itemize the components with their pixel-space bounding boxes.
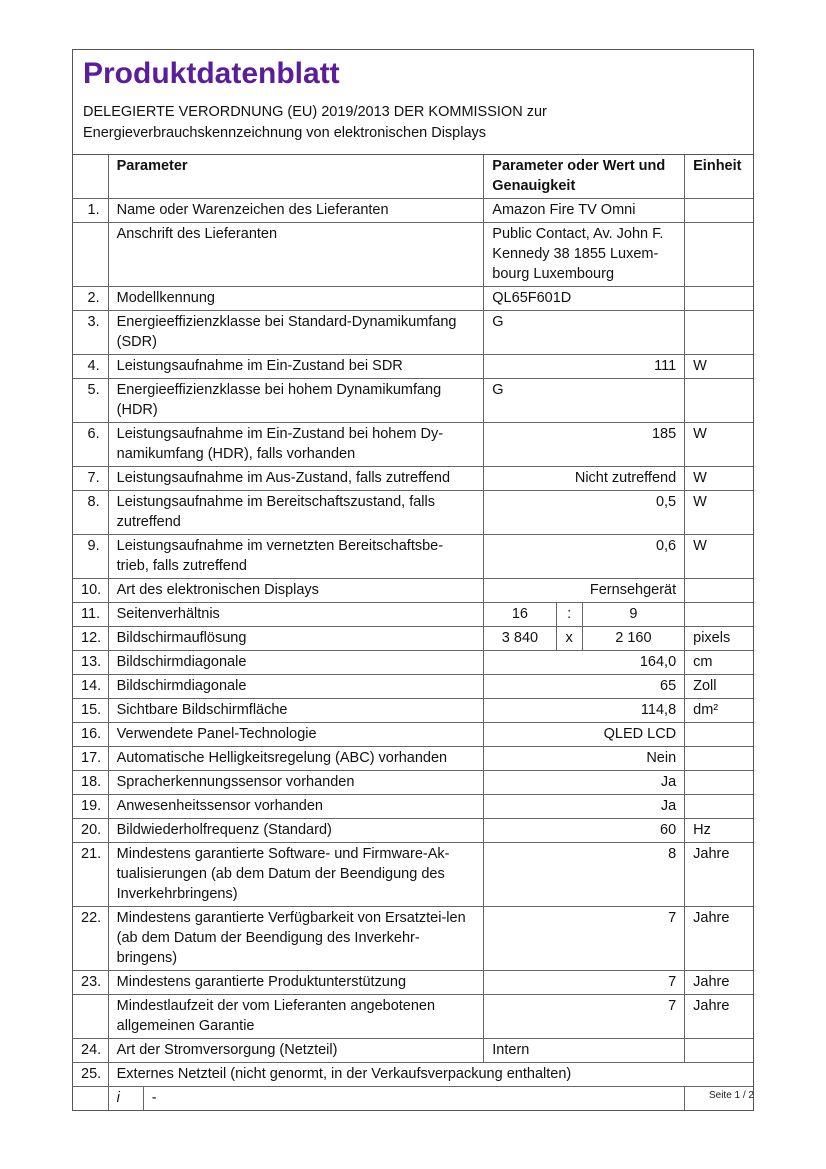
row-number: 11. (73, 603, 108, 627)
row-parameter: Leistungsaufnahme im Ein-Zustand bei hohem Dy-namikumfang (HDR), falls vorhanden (108, 423, 484, 467)
table-row (73, 467, 753, 491)
row-number: 9. (73, 535, 108, 579)
row-parameter: Leistungsaufnahme im vernetzten Bereitschaftsbe-trieb, falls zutreffend (108, 535, 484, 579)
row-parameter: Modellkennung (108, 287, 484, 311)
row-unit (685, 311, 753, 355)
row-parameter: Mindestlaufzeit der vom Lieferanten angebotenen allgemeinen Garantie (108, 995, 484, 1039)
table-row (73, 843, 753, 907)
row-unit: Jahre (685, 907, 753, 971)
row-number: 2. (73, 287, 108, 311)
row-number: 13. (73, 651, 108, 675)
table-row (73, 199, 753, 223)
table-row (73, 699, 753, 723)
row-number: 18. (73, 771, 108, 795)
product-data-sheet (72, 49, 754, 1111)
row-value: 164,0 (484, 651, 685, 675)
row-unit: pixels (685, 627, 753, 651)
header-value-line-1: Parameter oder Wert und (492, 158, 666, 174)
row-unit (685, 771, 753, 795)
table-row (73, 579, 753, 603)
row-value-left: 3 840 (484, 627, 556, 651)
table-row (73, 423, 753, 467)
row-unit (685, 223, 753, 287)
row-parameter: Leistungsaufnahme im Bereitschaftszustand, falls zutreffend (108, 491, 484, 535)
row-parameter: Spracherkennungssensor vorhanden (108, 771, 484, 795)
row-value: 7 (484, 971, 685, 995)
parameter-table (73, 155, 753, 1110)
row-unit: W (685, 491, 753, 535)
row-value: 185 (484, 423, 685, 467)
row-number: 7. (73, 467, 108, 491)
row-unit: W (685, 423, 753, 467)
table-row (73, 651, 753, 675)
row-unit (685, 795, 753, 819)
row-unit (685, 1039, 753, 1063)
row-number: 20. (73, 819, 108, 843)
row-value: G (484, 311, 685, 355)
row-value: 8 (484, 843, 685, 907)
sub-row-label: i (108, 1087, 143, 1111)
header-value-line-2: Genauigkeit (492, 178, 576, 194)
row-parameter: Bildwiederholfrequenz (Standard) (108, 819, 484, 843)
table-row (73, 971, 753, 995)
row-value: 114,8 (484, 699, 685, 723)
table-row (73, 819, 753, 843)
table-row (73, 603, 753, 627)
table-row (73, 1063, 753, 1087)
row-number: 5. (73, 379, 108, 423)
row-unit: Jahre (685, 843, 753, 907)
row-number: 12. (73, 627, 108, 651)
row-number: 14. (73, 675, 108, 699)
row-number: 25. (73, 1063, 108, 1087)
table-row (73, 771, 753, 795)
row-parameter: Anwesenheitssensor vorhanden (108, 795, 484, 819)
row-unit: Zoll (685, 675, 753, 699)
row-value: 7 (484, 995, 685, 1039)
header-value (484, 155, 685, 199)
row-value: 0,5 (484, 491, 685, 535)
row-value: QL65F601D (484, 287, 685, 311)
row-value: 65 (484, 675, 685, 699)
row-value-separator: : (556, 603, 582, 627)
row-number: 1. (73, 199, 108, 223)
row-number: 10. (73, 579, 108, 603)
row-number: 6. (73, 423, 108, 467)
row-number: 21. (73, 843, 108, 907)
row-unit (685, 287, 753, 311)
row-value: Ja (484, 795, 685, 819)
subtitle-line-1: DELEGIERTE VERORDNUNG (EU) 2019/2013 DER KOMMISSION zur (83, 104, 547, 120)
row-value: Intern (484, 1039, 685, 1063)
table-row (73, 795, 753, 819)
row-parameter: Energieeffizienzklasse bei Standard-Dynamikumfang (SDR) (108, 311, 484, 355)
header-number (73, 155, 108, 199)
table-header-row (73, 155, 753, 199)
row-number: 15. (73, 699, 108, 723)
row-value-separator: x (556, 627, 582, 651)
row-value: 111 (484, 355, 685, 379)
row-value-right: 2 160 (582, 627, 684, 651)
sub-row-value: - (143, 1087, 684, 1111)
header-unit: Einheit (685, 155, 753, 199)
row-value: Nicht zutreffend (484, 467, 685, 491)
table-row (73, 1087, 753, 1111)
table-row (73, 379, 753, 423)
row-unit (685, 379, 753, 423)
row-parameter: Art der Stromversorgung (Netzteil) (108, 1039, 484, 1063)
row-number: 4. (73, 355, 108, 379)
row-value-left: 16 (484, 603, 556, 627)
row-number: 16. (73, 723, 108, 747)
table-row (73, 311, 753, 355)
table-row (73, 491, 753, 535)
row-parameter: Leistungsaufnahme im Aus-Zustand, falls zutreffend (108, 467, 484, 491)
page-title: Produktdatenblatt (83, 57, 340, 90)
row-parameter: Sichtbare Bildschirmfläche (108, 699, 484, 723)
row-value: 60 (484, 819, 685, 843)
row-number (73, 223, 108, 287)
row-unit (685, 723, 753, 747)
subtitle-line-2: Energieverbrauchskennzeichnung von elektronischen Displays (83, 125, 487, 141)
row-unit: Jahre (685, 995, 753, 1039)
table-row (73, 223, 753, 287)
row-value: Public Contact, Av. John F. Kennedy 38 1855 Luxem-bourg Luxembourg (484, 223, 685, 287)
row-parameter: Automatische Helligkeitsregelung (ABC) vorhanden (108, 747, 484, 771)
row-unit (685, 579, 753, 603)
row-number (73, 1087, 108, 1111)
row-unit (685, 199, 753, 223)
row-parameter: Bildschirmdiagonale (108, 675, 484, 699)
row-number: 19. (73, 795, 108, 819)
table-row (73, 747, 753, 771)
row-unit (685, 603, 753, 627)
row-value: Fernsehgerät (484, 579, 685, 603)
row-number (73, 995, 108, 1039)
row-unit (685, 747, 753, 771)
row-value: G (484, 379, 685, 423)
row-parameter: Mindestens garantierte Software- und Firmware-Ak-tualisierungen (ab dem Datum der Beendigung des Inverkehrbringens) (108, 843, 484, 907)
table-row (73, 995, 753, 1039)
row-parameter: Art des elektronischen Displays (108, 579, 484, 603)
row-number: 22. (73, 907, 108, 971)
table-row (73, 907, 753, 971)
regulation-subtitle (83, 102, 743, 144)
row-parameter: Externes Netzteil (nicht genormt, in der Verkaufsverpackung enthalten) (108, 1063, 753, 1087)
row-value: 7 (484, 907, 685, 971)
row-value-right: 9 (582, 603, 684, 627)
table-row (73, 535, 753, 579)
sheet-header (73, 50, 753, 155)
row-unit: dm² (685, 699, 753, 723)
row-number: 17. (73, 747, 108, 771)
row-number: 3. (73, 311, 108, 355)
row-value: Ja (484, 771, 685, 795)
table-row (73, 627, 753, 651)
table-row (73, 355, 753, 379)
row-unit: W (685, 467, 753, 491)
row-unit: W (685, 535, 753, 579)
header-parameter: Parameter (108, 155, 484, 199)
row-value: Amazon Fire TV Omni (484, 199, 685, 223)
row-value: 0,6 (484, 535, 685, 579)
row-unit: cm (685, 651, 753, 675)
row-parameter: Mindestens garantierte Verfügbarkeit von Ersatztei-len (ab dem Datum der Beendigung des Inverkehr-bringens) (108, 907, 484, 971)
row-number: 23. (73, 971, 108, 995)
row-value: Nein (484, 747, 685, 771)
table-row (73, 1039, 753, 1063)
row-parameter: Leistungsaufnahme im Ein-Zustand bei SDR (108, 355, 484, 379)
row-parameter: Verwendete Panel-Technologie (108, 723, 484, 747)
row-parameter: Anschrift des Lieferanten (108, 223, 484, 287)
row-parameter: Seitenverhältnis (108, 603, 484, 627)
row-parameter: Bildschirmdiagonale (108, 651, 484, 675)
row-parameter: Name oder Warenzeichen des Lieferanten (108, 199, 484, 223)
page-number: Seite 1 / 2 (708, 1090, 754, 1101)
table-row (73, 675, 753, 699)
row-number: 24. (73, 1039, 108, 1063)
row-parameter: Mindestens garantierte Produktunterstützung (108, 971, 484, 995)
row-parameter: Energieeffizienzklasse bei hohem Dynamikumfang (HDR) (108, 379, 484, 423)
row-parameter: Bildschirmauflösung (108, 627, 484, 651)
row-unit: Jahre (685, 971, 753, 995)
row-number: 8. (73, 491, 108, 535)
table-row (73, 287, 753, 311)
row-unit: W (685, 355, 753, 379)
row-unit: Hz (685, 819, 753, 843)
table-row (73, 723, 753, 747)
row-value: QLED LCD (484, 723, 685, 747)
